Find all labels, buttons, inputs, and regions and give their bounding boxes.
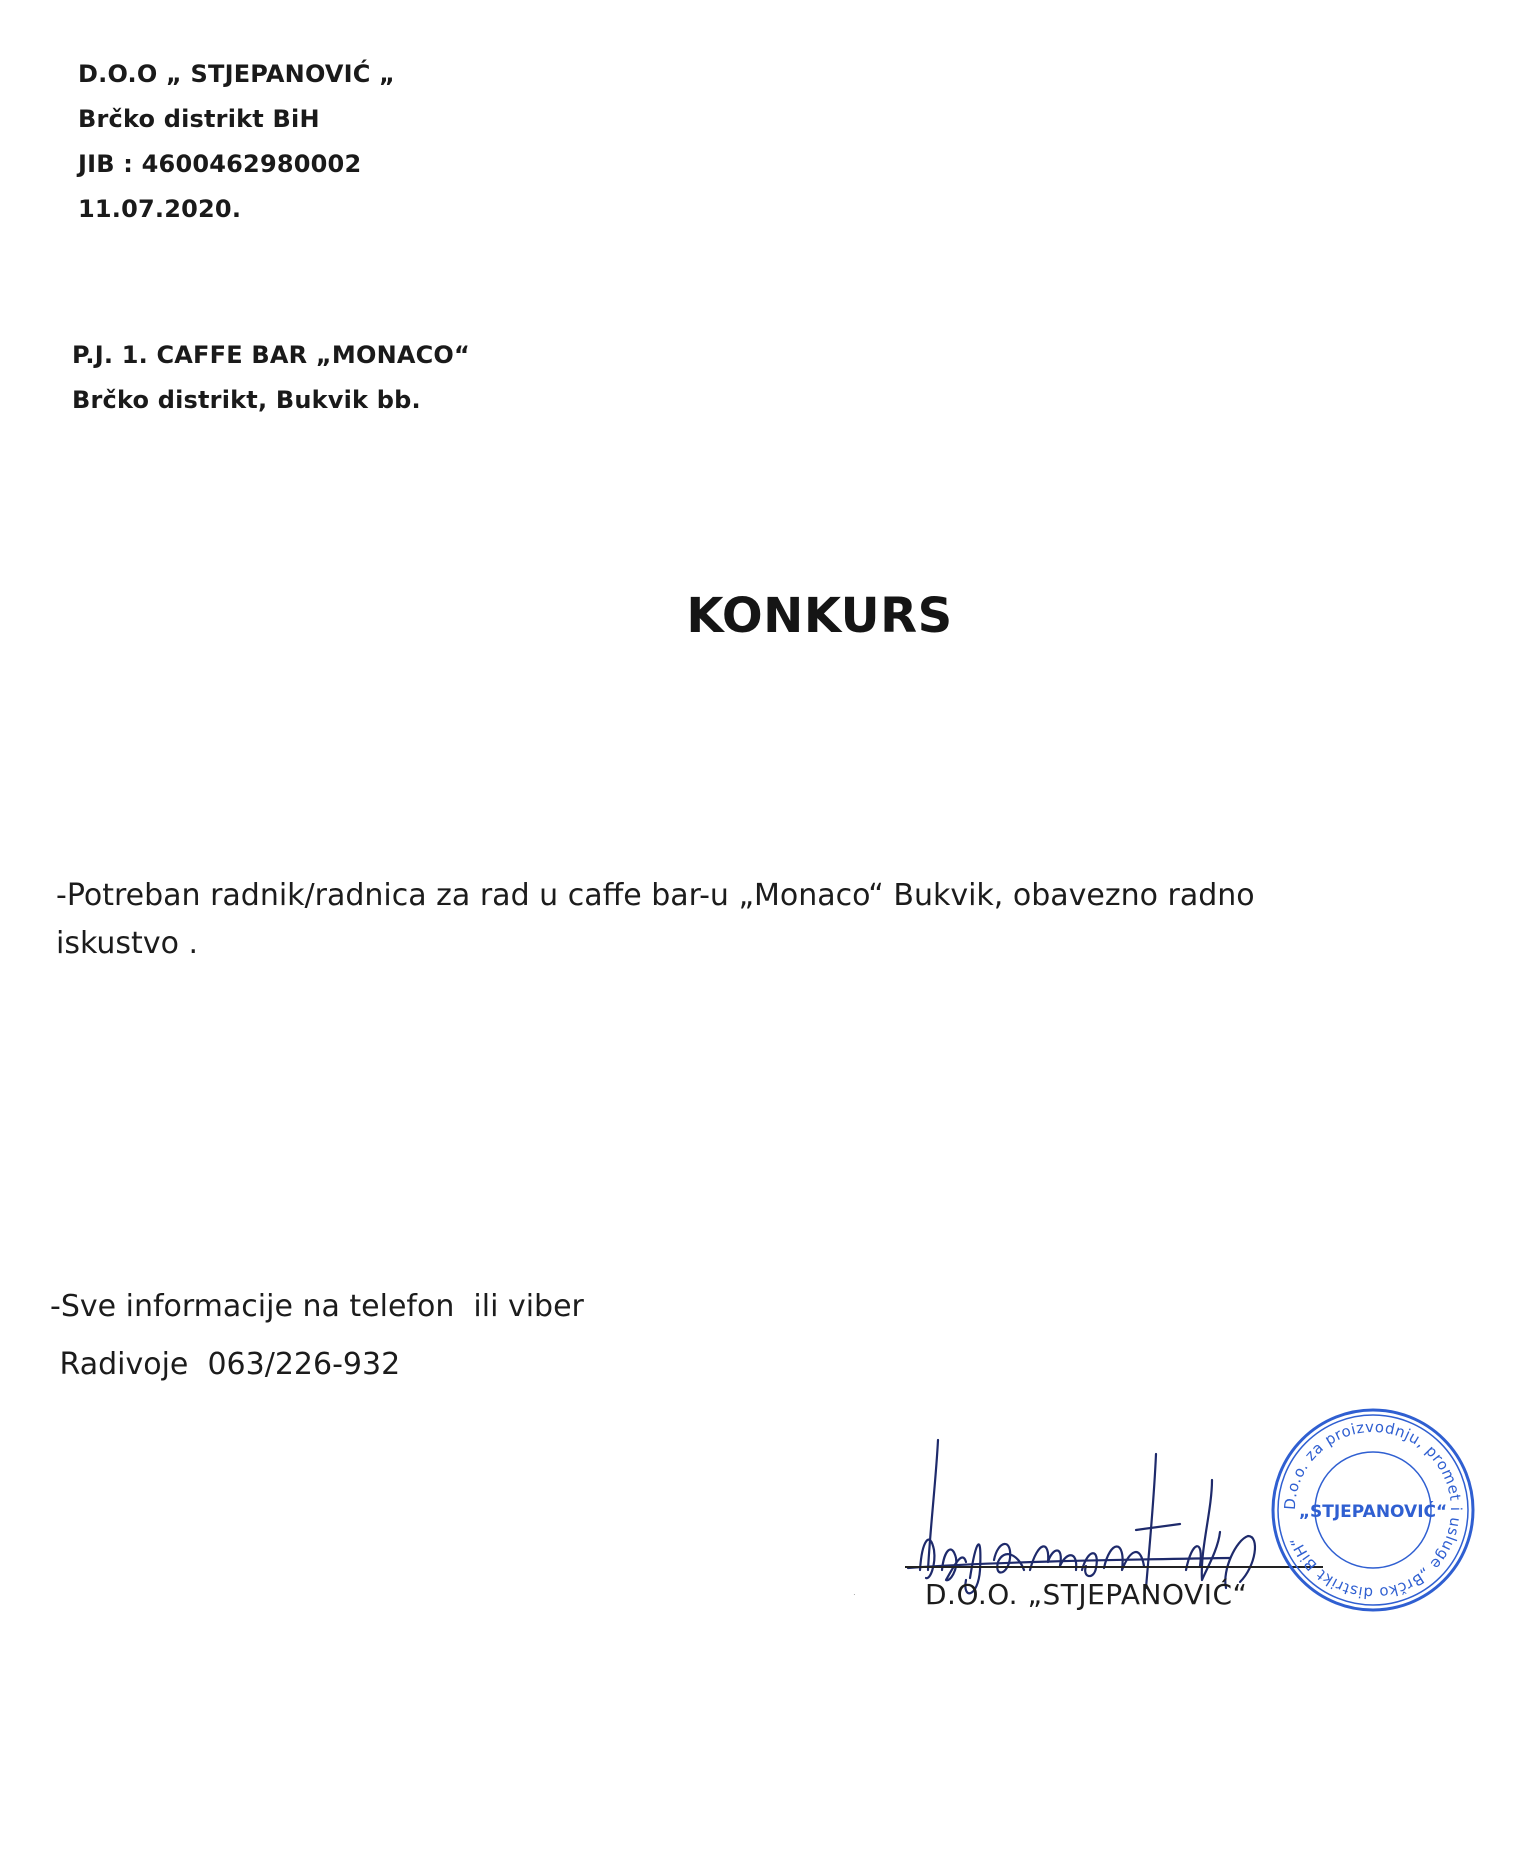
business-unit-address: Brčko distrikt, Bukvik bb. [72, 386, 421, 414]
business-unit-block [72, 333, 470, 423]
stamp-ring-text: D.o.o. za proizvodnju, promet i usluge „Brčko distrikt BiH“ [1280, 1417, 1466, 1603]
company-stamp [1268, 1405, 1478, 1615]
scan-speck: · [853, 1590, 856, 1599]
signature-company-name: D.O.O. „STJEPANOVIĆ“ [925, 1578, 1248, 1611]
contact-phone-line: Radivoje 063/226-932 [50, 1347, 401, 1382]
business-unit-name: P.J. 1. CAFFE BAR „MONACO“ [72, 341, 471, 369]
document-date: 11.07.2020. [78, 195, 242, 223]
contact-info-line: -Sve informacije na telefon ili viber [50, 1289, 584, 1324]
job-announcement-text: -Potreban radnik/radnica za rad u caffe bar-u „Monaco“ Bukvik, obavezno radno iskustvo . [56, 878, 1255, 961]
stamp-center-text: „STJEPANOVIĆ“ [1298, 1502, 1448, 1522]
contact-block [50, 1278, 584, 1394]
sender-location: Brčko distrikt BiH [78, 105, 320, 133]
sender-company: D.O.O „ STJEPANOVIĆ „ [78, 60, 396, 88]
sender-jib: JIB : 4600462980002 [78, 150, 362, 178]
sender-block [78, 52, 395, 232]
signature-line [905, 1566, 1323, 1568]
document-title: KONKURS [686, 588, 953, 644]
